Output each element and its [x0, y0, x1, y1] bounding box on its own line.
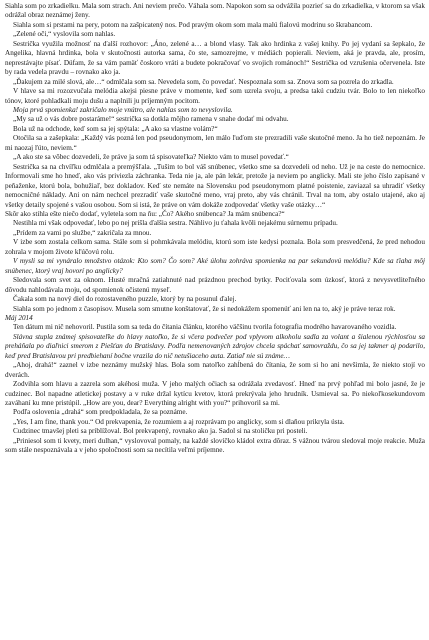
paragraph: „Prídem za vami po službe,“ zakričala za mnou.: [13, 228, 152, 237]
paragraph: „Ahoj, drahá!“ zaznel v izbe neznámy mužský hlas. Bola som natoľko zahĺbená do čítania, že som si ho ani nevšimla, že niekto stojí vo dverách.: [5, 361, 425, 379]
italic-paragraph: V mysli sa mi vynáralo množstvo otázok: Kto som? Čo som? Aké úlohu zohráva spomienka na par sekundovú melódiu? Kde sa ťiaha môj snúbenec, ktorý vraj hovorí po anglicky?: [5, 257, 425, 275]
paragraph: Otočila sa a zašepkala: „Každý vás pozná len pod pseudonymom, len málo ľuďom ste prezradili vaše skutočné meno. Ja ho tiež nepoznám. Je mi naozaj ľúto, neviem.“: [5, 134, 425, 152]
paragraph: „Priniesol som ti kvety, meri dulhan,“ vyslovoval pomaly, na každé slovíčko kládol extra dôraz. S vážnou tvárou sledoval moje reakcie. Muža som stále nespoznávala a v jeho spoločnosti som sa necítila veľmi príjemne.: [5, 436, 425, 455]
italic-paragraph: Moja prvá spomienka! zakričalo moje vnútro, ale nahlas som to nevyslovila.: [13, 105, 233, 114]
paragraph: Sestrička sa na chvíľku odmlčala a premýšľala. „Tušim to bol váš snúbenec, všetko sme sa dozvedeli od neho. Už je na ceste do nemocnice. Informovali sme ho hneď, ako vás priviezla záchranka. Teda nie ja, ale pán lekár, pretože ja neviem po anglicky. Mali ste jeho číslo zapísané v peňaženke, ktorú bola, bohužiaľ, bez dokladov. Keď ste nemáte na Slovensku pod pseudonymom platné poistenie, zaviazal sa uhradiť všetky nemocničné náklady. Ani on nám nechcel prezradiť vaše skutočné meno, vraj preto, aby vás chránil. Trval na tom, aby ostalo utajené, ako aj všetky detaily spojené s vašou osobou. Som si istá, že práve on vám dokáže zodpovedať všetky vaše otázky…“: [5, 162, 425, 209]
paragraph: Siahla som po jednom z časopisov. Musela som smutne konštatovať, že si nedokážem spomenúť ani len na to, aký je práve teraz rok.: [13, 304, 396, 313]
paragraph: Sestrička využila možnosť na ďalší rozhovor: „Áno, zelené a… a blond vlasy. Tak ako hrdinka z vašej knihy. Po jej vydaní sa šepkalo, že Angelika, hlavná hrdinka, bola v skutočnosti autorka sama, čo ste, samozrejme, v médiách popierali. Neviem, aká je pravda, ale, prosím, neprestávajte písať. Dúfam, že sa vám pamäť čoskoro vráti a budete pokračovať vo svojich románoch!“ Sestrička od vzrušenia očervenela. Iste by rada vedela pravdu – rovnako ako ja.: [5, 39, 425, 77]
paragraph: Čakala som na nový diel do rozostaveného puzzle, ktorý by na posunul ďalej.: [13, 295, 237, 304]
paragraph: „A ako ste sa vôbec dozvedeli, že práve ja som tá spisovateľka? Niekto vám to musel povedať.“: [13, 153, 289, 162]
paragraph: „Zelené oči,“ vyslovila som nahlas.: [13, 30, 116, 39]
paragraph: Ten dátum mi nič nehovoril. Pustila som sa teda do čítania článku, ktorého väčšinu tvorila fotografia modrého havarovaného vozidla.: [13, 323, 397, 332]
paragraph: Sledovala som svet za oknom. Husté mračná zatiahnuté nad prázdnou prechod bytky. Pociťovala som úzkosť, ktorá z nevysvetliteľného dôvodu nahlodávala moju, od spomienok očistenú myseľ.: [5, 276, 425, 294]
paragraph: Nestihla mi však odpovedať, lebo po nej prišla ďalšia sestra. Náhlivo ju ťahala kvôli nejakému súrnemu prípadu.: [13, 219, 338, 228]
paragraph: „Ďakujem za milé slová, ale…“ odmlčala som sa. Nevedela som, čo povedať. Nespoznala som sa. Znova som sa pozrela do zrkadla.: [13, 77, 394, 86]
italic-paragraph: Slávna stupla známej spisovateľke do hlavy natoľko, že si včera podvečer pod vplyvom alkoholu sadla za volant a šialenou rýchlosťou sa preháňala po diaľnici smerom z Piešťan do Bratislavy. Podľa nemenovaných zdrojov chcela spáchať samovraždu, čo sa jej takmer aj podarilo, keď pred Bratislavou pri predbiehaní bočne vrazila do nič netušiaceho auta. Zatiaľ nie sú známe…: [5, 332, 425, 360]
paragraph: Podľa oslovenia „drahá“ som predpokladala, že sa poznáme.: [13, 408, 188, 417]
paragraph: V izbe som zostala celkom sama. Stále som si pohmkávala melódiu, ktorú som iste kedysi poznala. Bola som presvedčená, že pred nehodou zohrala v mojom živote kľúčovú rolu.: [5, 238, 425, 256]
paragraph: Siahla som si prstami na pery, potom na zašpicatený nos. Pod pravým okom som mala malú fialovú modrinu so škrabancom.: [13, 20, 373, 29]
paragraph: Siahla som po zrkadielku. Mala som strach. Ani neviem prečo. Váhala som. Napokon som sa odvážila pozrieť sa do zrkadielka, v ktorom sa však odrážal obraz neznámej ženy.: [5, 2, 425, 20]
paragraph: Skôr ako stihla ešte niečo dodať, vyletela som na ňu: „Čo? Akého snúbenca? Ja mám snúbenca?“: [5, 209, 285, 218]
paragraph: Zodvihla som hlavu a zazrela som akéhosi muža. V jeho malých očiach sa odrážala zvedavosť. Hneď na prvý pohľad mi bolo jasné, že je cudzinec. Bol napadne atletickej postavy a v ruke držal kytícu kvetov, ktorá prekrývala jeho hrudník. Usmieval sa. Po niekoľkosekundovom zaváhaní ku mne pristúpil. „How are you, dear? Everything alright with you?“ prihovoril sa mi.: [5, 380, 425, 408]
date-heading: Máj 2014: [5, 313, 33, 322]
paragraph: Cudzinec tmavšej pleti sa priblížoval. Bol prekvapený, rovnako ako ja. Sadol si na stoličku pri posteli.: [13, 427, 308, 436]
page-text: [5, 2, 425, 456]
paragraph: Bola už na odchode, keď som sa jej spýtala: „A ako sa vlastne volám?“: [13, 124, 218, 133]
paragraph: „My sa už o vás dobre postaráme!“ sestrička sa dotkla môjho ramena v snahe dodať mi odvahu.: [13, 115, 289, 124]
paragraph: „Yes, I am fine, thank you.“ Od prekvapenia, že rozumiem a aj rozprávam po anglicky, som si dlaňou prikryla ústa.: [13, 417, 345, 426]
paragraph: V hlave sa mi rozozvučala melódia akejsi piesne práve v momente, keď som uzrela svoju, a predsa takú cudziu tvár. Bolo to len niekoľko tónov, ktoré pohladkali moju dušu a naplnili ju príjemným pocitom.: [5, 87, 425, 105]
